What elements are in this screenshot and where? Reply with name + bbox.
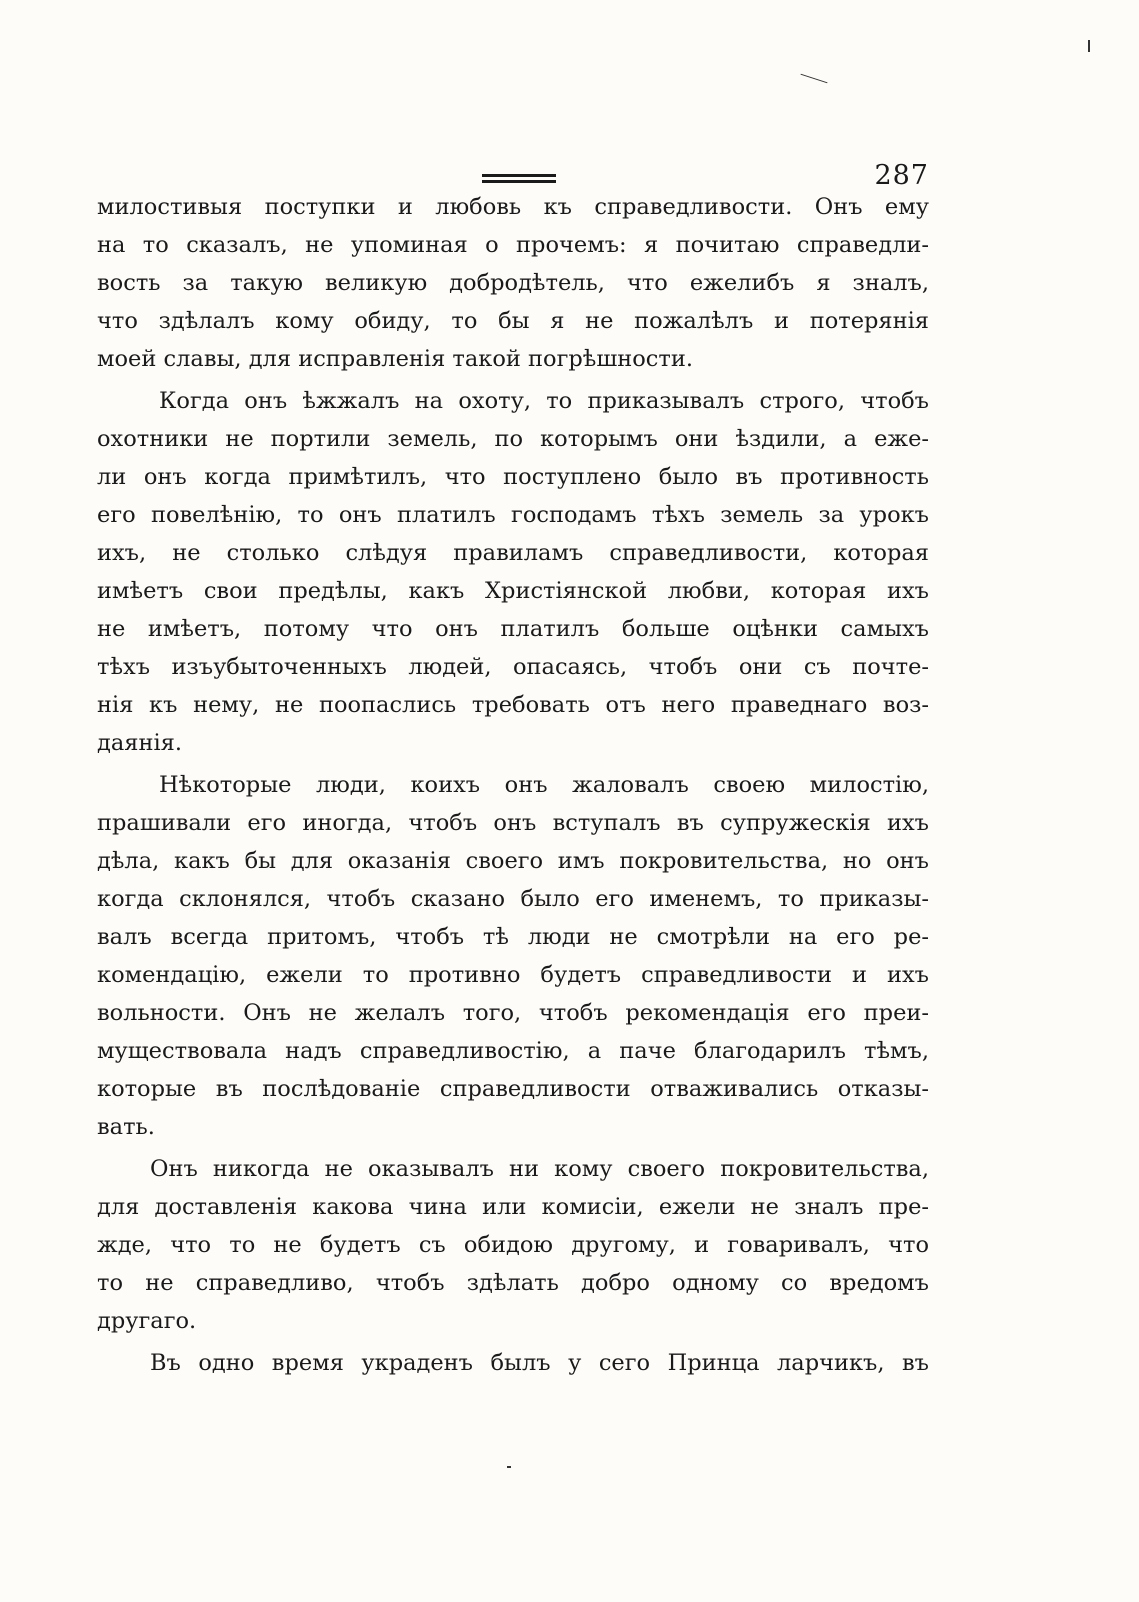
text-line: имѣетъ свои предѣлы, какъ Христiянской любви, которая ихъ [97,578,929,604]
paragraph [97,1344,929,1382]
text-line: охотники не портили земель, по которымъ они ѣздили, а еже- [97,426,929,452]
scan-speck [1088,40,1090,52]
text-line: Нѣкоторые люди, коихъ онъ жаловалъ своею милостiю, [159,772,929,798]
text-line: комендацiю, ежели то противно будетъ справедливости и ихъ [97,962,929,988]
text-line: прашивали его иногда, чтобъ онъ вступалъ въ супружескiя ихъ [97,810,929,836]
text-line: ли онъ когда примѣтилъ, что поступлено было въ противность [97,464,929,490]
text-line: милостивыя поступки и любовь къ справедливости. Онъ ему [97,194,929,220]
text-line: валъ всегда притомъ, чтобъ тѣ люди не смотрѣли на его ре- [97,924,929,950]
body-text [97,188,929,1382]
text-line: нiя къ нему, не поопаслись требовать отъ него праведнаго воз- [97,692,929,718]
scan-speck [801,74,828,84]
text-line: вать. [97,1114,155,1140]
text-line: муществовала надъ справедливостiю, а паче благодарилъ тѣмъ, [97,1038,929,1064]
paragraph [97,382,929,762]
paragraph [97,1150,929,1340]
paragraph [97,188,929,378]
page-number: 287 [874,160,929,191]
text-line: ихъ, не столько слѣдуя правиламъ справедливости, которая [97,540,929,566]
text-line: дѣла, какъ бы для оказанiя своего имъ покровительства, но онъ [97,848,929,874]
text-line: другаго. [97,1308,197,1334]
text-line: что здѣлалъ кому обиду, то бы я не пожалѣлъ и потерянiя [97,308,929,334]
text-line: на то сказалъ, не упоминая о прочемъ: я почитаю справедли- [97,232,929,258]
text-line: не имѣетъ, потому что онъ платилъ больше оцѣнки самыхъ [97,616,929,642]
text-line: Когда онъ ѣжжалъ на охоту, то приказывалъ строго, чтобъ [159,388,929,414]
header-rule [482,174,556,183]
text-line: его повелѣнiю, то онъ платилъ господамъ тѣхъ земель за урокъ [97,502,929,528]
scan-speck [507,1466,511,1468]
text-line: жде, что то не будетъ съ обидою другому, и говаривалъ, что [97,1232,929,1258]
text-line: даянiя. [97,730,183,756]
text-line: когда склонялся, чтобъ сказано было его именемъ, то приказы- [97,886,929,912]
text-line: вость за такую великую добродѣтель, что ежелибъ я зналъ, [97,270,929,296]
text-line: Онъ никогда не оказывалъ ни кому своего покровительства, [150,1156,929,1182]
text-line: тѣхъ изъубыточенныхъ людей, опасаясь, чтобъ они съ почте- [97,654,929,680]
text-line: Въ одно время украденъ былъ у сего Принца ларчикъ, въ [150,1350,929,1376]
paragraph [97,766,929,1146]
text-line: которые въ послѣдованiе справедливости отваживались отказы- [97,1076,929,1102]
text-line: то не справедливо, чтобъ здѣлать добро одному со вредомъ [97,1270,929,1296]
text-line: моей славы, для исправленiя такой погрѣшности. [97,346,693,372]
text-line: для доставленiя какова чина или комисiи, ежели не зналъ пре- [97,1194,929,1220]
text-line: вольности. Онъ не желалъ того, чтобъ рекомендацiя его преи- [97,1000,929,1026]
